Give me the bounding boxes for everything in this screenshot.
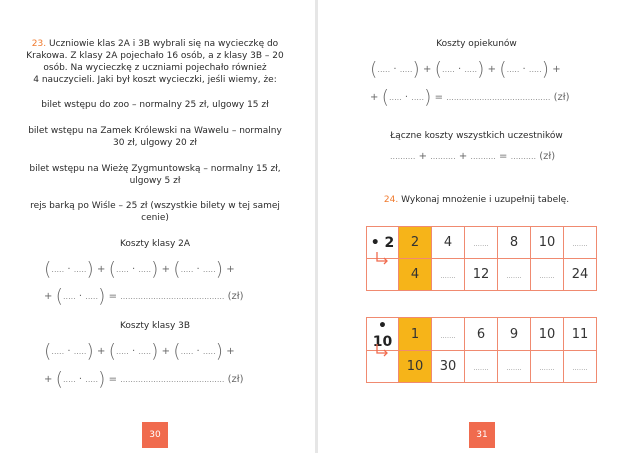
table-cell[interactable]: ....... [498,259,531,291]
problem-23-number: 23. [31,39,47,49]
factor-label: • 10 [372,318,393,350]
table-cell[interactable]: 24 [564,259,597,291]
problem-line: 4 nauczycieli. Jaki był koszt wycieczki, jeśli wiemy, że: [33,75,277,85]
problem-24-label: Wykonaj mnożenie i uzupełnij tabelę. [401,195,570,205]
table-cell[interactable]: 12 [465,259,498,291]
multiply-table-2 [366,226,597,291]
table-cell[interactable]: 8 [498,227,531,259]
section-total-title: Łączne koszty wszystkich uczestników [390,131,563,141]
fact-barge [20,200,290,224]
table-cell[interactable]: 10 [531,318,564,351]
table-cell[interactable]: 2 [399,227,432,259]
page-number-right: 31 [469,422,495,448]
table-cell[interactable]: ....... [432,318,465,351]
expr-3b-line2: + (..... · .....) = ......................................... (zł) [44,368,244,390]
table-cell[interactable]: 11 [564,318,597,351]
expr-2a-line1: (..... · .....) + (..... · .....) + (..... · .....) + [44,258,235,280]
fact-line: cenie) [141,213,169,223]
fact-wawel [20,125,290,149]
left-page [0,0,315,453]
table-cell[interactable]: 10 [399,351,432,383]
table-cell[interactable]: ....... [498,351,531,383]
table-cell[interactable]: 1 [399,318,432,351]
table-cell[interactable]: ....... [432,259,465,291]
table-cell[interactable]: ....... [465,351,498,383]
section-guardians-title: Koszty opiekunów [436,39,517,49]
table-cell[interactable]: 30 [432,351,465,383]
table-cell[interactable]: ....... [465,227,498,259]
table-cell[interactable]: ....... [564,351,597,383]
problem-line: Uczniowie klas 2A i 3B wybrali się na wycieczkę do [49,39,279,49]
section-2a-title: Koszty klasy 2A [119,239,191,249]
arrow-icon [375,251,389,265]
fact-line: bilet wstępu na Zamek Królewski na Wawelu – normalny [28,126,282,136]
section-3b-title: Koszty klasy 3B [119,321,191,331]
expr-3b-line1: (..... · .....) + (..... · .....) + (..... · .....) + [44,340,235,362]
fact-zoo [20,99,290,111]
table-cell[interactable]: ....... [564,227,597,259]
fact-tower [20,163,290,187]
right-page [318,0,635,453]
page-number-left: 30 [142,422,168,448]
multiply-table-10 [366,317,597,383]
expr-total: .......... + .......... + .......... = .......... (zł) [390,151,556,162]
problem-line: Krakowa. Z klasy 2A pojechało 16 osób, a z klasy 3B – 20 [26,51,284,61]
problem-23-text [20,38,290,86]
table-cell[interactable]: 4 [399,259,432,291]
arrow-cell [367,259,399,291]
table-cell[interactable]: 9 [498,318,531,351]
arrow-icon [375,343,389,357]
table-cell[interactable]: 4 [432,227,465,259]
problem-line: osób. Na wycieczkę z uczniami pojechało również [43,63,267,73]
problem-24-number: 24. [383,195,399,205]
table-cell[interactable]: ....... [531,351,564,383]
fact-line: ulgowy 5 zł [129,176,181,186]
expr-guardians-line2: + (..... · .....) = ......................................... (zł) [370,86,570,108]
expr-guardians-line1: (..... · .....) + (..... · .....) + (..... · .....) + [370,58,561,80]
table-cell[interactable]: ....... [531,259,564,291]
fact-line: rejs barką po Wiśle – 25 zł (wszystkie bilety w tej samej [30,201,280,211]
table-cell[interactable]: 6 [465,318,498,351]
fact-line: bilet wstępu na Wieżę Zygmuntowską – normalny 15 zł, [29,164,281,174]
factor-label: • 2 [370,234,395,251]
expr-2a-line2: + (..... · .....) = ......................................... (zł) [44,285,244,307]
fact-line: 30 zł, ulgowy 20 zł [113,138,197,148]
fact-line: bilet wstępu do zoo – normalny 25 zł, ulgowy 15 zł [41,100,269,110]
problem-24-text [318,194,635,206]
arrow-cell [367,351,399,383]
table-cell[interactable]: 10 [531,227,564,259]
